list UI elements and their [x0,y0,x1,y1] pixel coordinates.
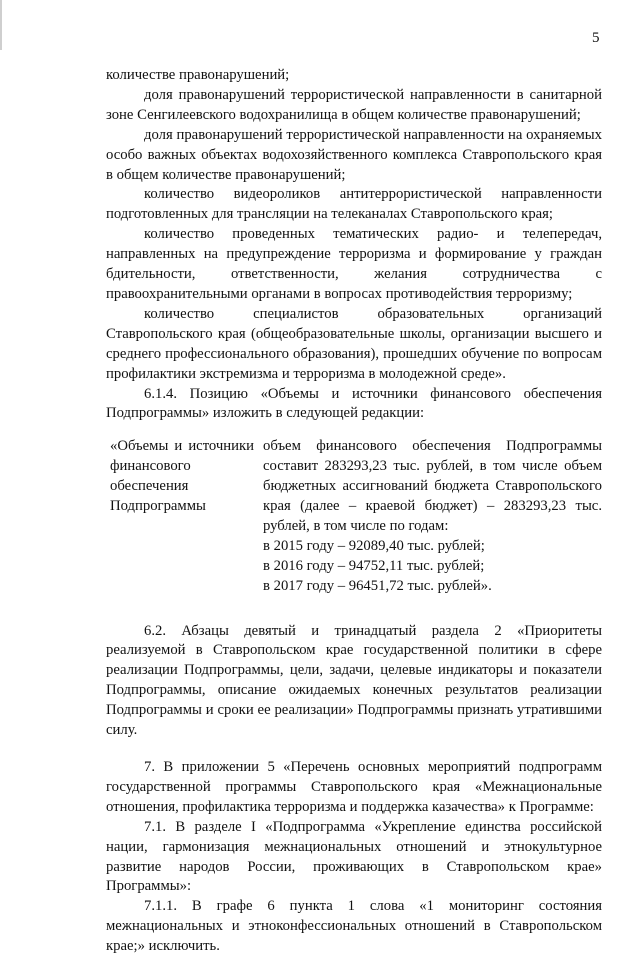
paragraph: доля правонарушений террористической направленности в санитарной зоне Сенгилеевского водохранилища в общем количестве правонарушений; [106,86,602,123]
funding-text: объем финансового обеспечения Подпрограммы составит 283293,23 тыс. рублей, в том числе объем бюджетных ассигнований бюджета Ставропольского края (далее – краевой бюджет) – 283293,23 тыс. рублей, в том числе по годам: [263,438,602,534]
paragraph: количество проведенных тематических радио- и телепередач, направленных на предупреждение терроризма и формирование у граждан бдительности, ответственности, желания сотрудничества с правоохранительными органами в вопросах противодействия терроризму; [106,226,602,302]
paragraph-6-2: 6.2. Абзацы девятый и тринадцатый раздела 2 «Приоритеты реализуемой в Ставропольском крае государственной политики в сфере реализации Подпрограммы, цели, задачи, целевые индикаторы и показатели Подпрограммы, описание ожидаемых конечных результатов реализации Подпрограммы и сроки ее реализации» Подпрограммы признать утратившими силу. [106,622,602,739]
spacer [106,741,602,758]
paragraph: доля правонарушений террористической направленности на охраняемых особо важных объектах водохозяйственного комплекса Ставропольского края в общем количестве правонарушений; [106,126,602,183]
funding-table [106,437,602,596]
funding-label: «Объемы и источники финансового обеспечения Подпрограммы [110,438,254,515]
paragraph-7-1-1: 7.1.1. В графе 6 пункта 1 слова «1 мониторинг состояния межнациональных и этноконфессиональных отношений в Ставропольском крае;» исключить. [106,898,602,955]
scan-edge-mark [0,0,2,50]
funding-content [254,437,602,596]
funding-year-2015: в 2015 году – 92089,40 тыс. рублей; [263,537,485,554]
document-body [106,66,602,957]
paragraph: количество видеороликов антитеррористической направленности подготовленных для трансляции на телеканалах Ставропольского края; [106,186,602,223]
funding-year-2017: в 2017 году – 96451,72 тыс. рублей». [263,577,492,594]
paragraph-7: 7. В приложении 5 «Перечень основных мероприятий подпрограмм государственной программы Ставропольского края «Межнациональные отношения, профилактика терроризма и поддержка казачества» к Программе: [106,759,602,815]
page-number: 5 [592,30,600,46]
paragraph-continuation: количестве правонарушений; [106,67,290,83]
paragraph-6-1-4: 6.1.4. Позицию «Объемы и источники финансового обеспечения Подпрограммы» изложить в следующей редакции: [106,385,602,422]
paragraph-7-1: 7.1. В разделе I «Подпрограмма «Укрепление единства российской нации, гармонизация межнациональных отношений и этнокультурное развитие народов России, проживающих в Ставропольском крае» Программы»: [106,818,602,895]
funding-year-2016: в 2016 году – 94752,11 тыс. рублей; [263,557,485,574]
paragraph: количество специалистов образовательных организаций Ставропольского края (общеобразовательные школы, организации высшего и среднего профессионального образования), прошедших обучение по вопросам профилактики экстремизма и терроризма в молодежной среде». [106,305,602,382]
